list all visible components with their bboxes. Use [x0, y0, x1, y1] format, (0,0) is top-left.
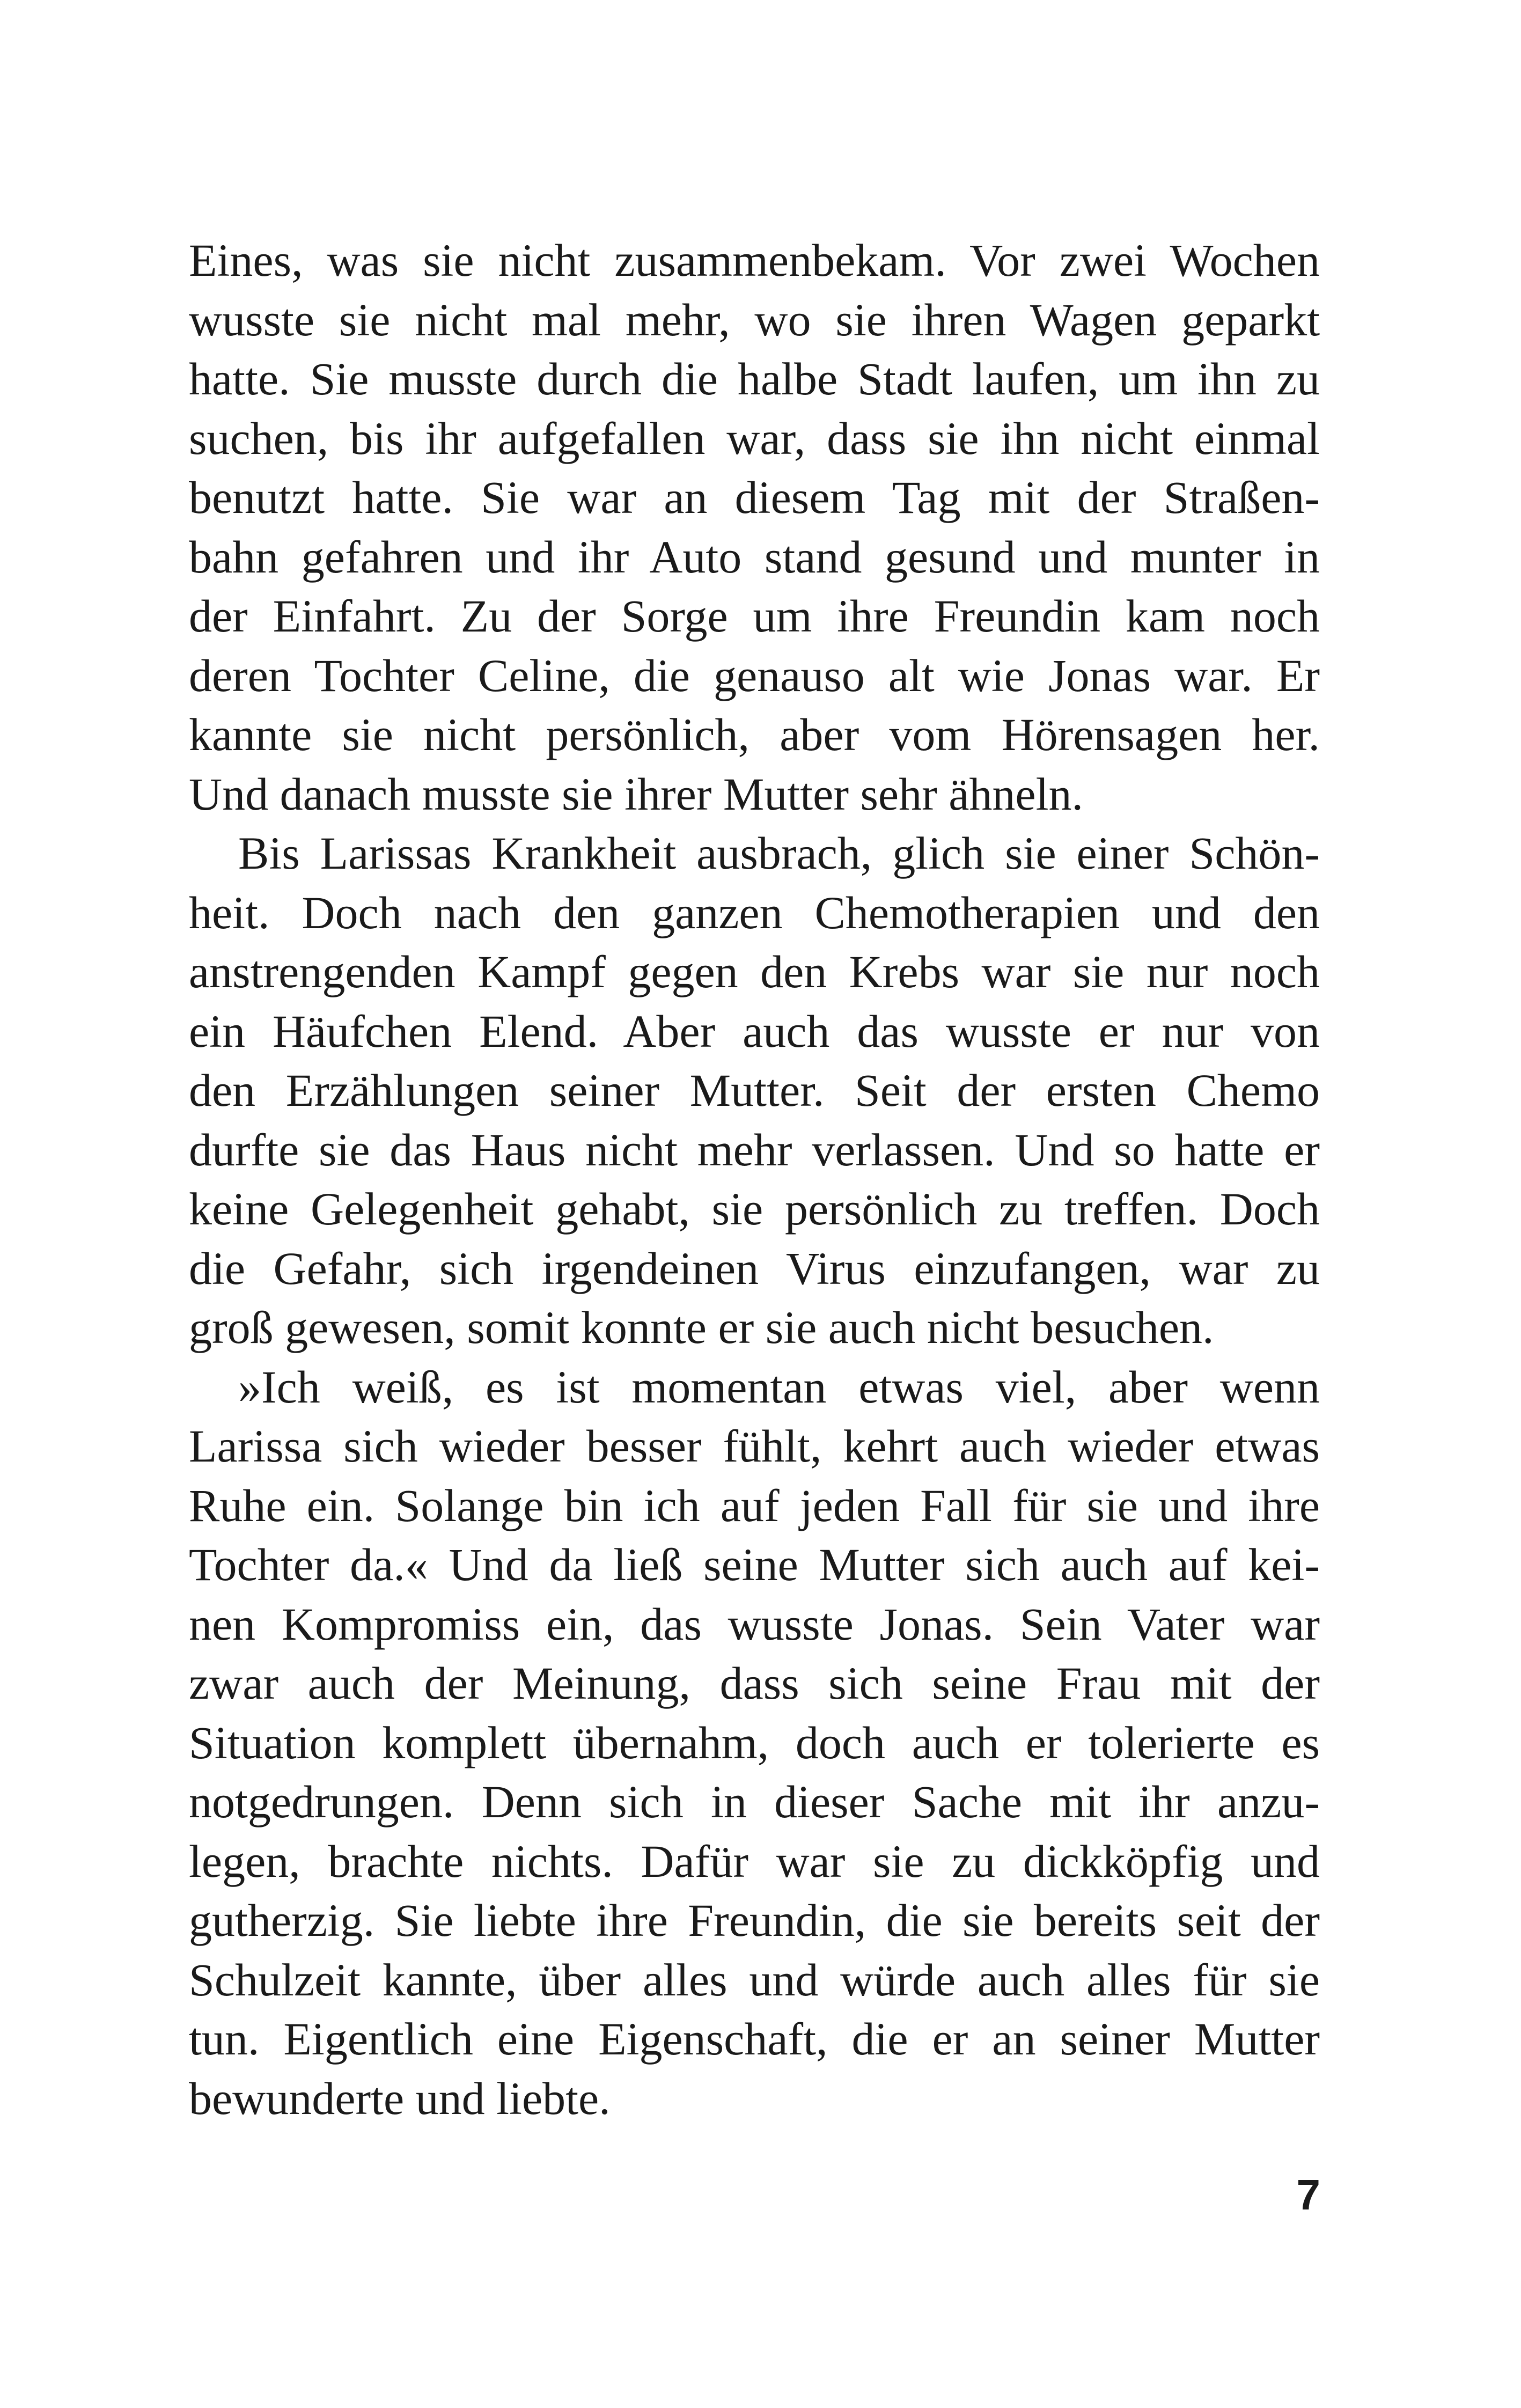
text-line: tun. Eigentlich eine Eigenschaft, die er an seiner Mutter: [189, 2013, 1320, 2065]
paragraph: [189, 1357, 1320, 2128]
text-line: wusste sie nicht mal mehr, wo sie ihren Wagen geparkt: [189, 293, 1320, 346]
text-line: ein Häufchen Elend. Aber auch das wusste er nur von: [189, 1005, 1320, 1057]
text-line: nen Kompromiss ein, das wusste Jonas. Sein Vater war: [189, 1598, 1320, 1650]
paragraph: [189, 231, 1320, 824]
text-line: keine Gelegenheit gehabt, sie persönlich zu treffen. Doch: [189, 1183, 1320, 1235]
text-line: notgedrungen. Denn sich in dieser Sache mit ihr anzu-: [189, 1776, 1320, 1827]
text-line: suchen, bis ihr aufgefallen war, dass sie ihn nicht einmal: [189, 412, 1320, 464]
text-line: kannte sie nicht persönlich, aber vom Hörensagen her.: [189, 709, 1320, 760]
text-line: zwar auch der Meinung, dass sich seine Frau mit der: [189, 1657, 1320, 1709]
text-line: den Erzählungen seiner Mutter. Seit der ersten Chemo: [189, 1064, 1320, 1116]
text-line: bahn gefahren und ihr Auto stand gesund und munter in: [189, 531, 1320, 583]
paragraph: [189, 824, 1320, 1357]
text-line: der Einfahrt. Zu der Sorge um ihre Freundin kam noch: [189, 590, 1320, 642]
text-line: Eines, was sie nicht zusammenbekam. Vor zwei Wochen: [189, 234, 1320, 286]
text-line: Bis Larissas Krankheit ausbrach, glich sie einer Schön-: [238, 827, 1320, 879]
text-line: die Gefahr, sich irgendeinen Virus einzufangen, war zu: [189, 1242, 1320, 1294]
text-line: »Ich weiß, es ist momentan etwas viel, aber wenn: [238, 1361, 1320, 1413]
text-line: Und danach musste sie ihrer Mutter sehr ähneln.: [189, 768, 1083, 820]
text-line: benutzt hatte. Sie war an diesem Tag mit der Straßen-: [189, 472, 1320, 523]
text-line: anstrengenden Kampf gegen den Krebs war sie nur noch: [189, 946, 1320, 997]
text-line: gutherzig. Sie liebte ihre Freundin, die sie bereits seit der: [189, 1895, 1320, 1946]
text-line: groß gewesen, somit konnte er sie auch nicht besuchen.: [189, 1302, 1214, 1353]
text-line: bewunderte und liebte.: [189, 2072, 611, 2124]
text-line: Ruhe ein. Solange bin ich auf jeden Fall für sie und ihre: [189, 1479, 1320, 1531]
text-line: legen, brachte nichts. Dafür war sie zu dickköpfig und: [189, 1835, 1320, 1887]
text-line: durfte sie das Haus nicht mehr verlassen. Und so hatte er: [189, 1124, 1320, 1176]
text-line: hatte. Sie musste durch die halbe Stadt laufen, um ihn zu: [189, 353, 1320, 405]
text-line: heit. Doch nach den ganzen Chemotherapien und den: [189, 886, 1320, 938]
text-line: Situation komplett übernahm, doch auch er tolerierte es: [189, 1716, 1320, 1768]
text-line: Tochter da.« Und da ließ seine Mutter sich auch auf kei-: [189, 1539, 1320, 1590]
text-line: Larissa sich wieder besser fühlt, kehrt auch wieder etwas: [189, 1420, 1320, 1472]
text-line: deren Tochter Celine, die genauso alt wie Jonas war. Er: [189, 649, 1320, 701]
body-text: [189, 231, 1320, 2128]
page-number: 7: [1296, 2171, 1320, 2219]
text-line: Schulzeit kannte, über alles und würde auch alles für sie: [189, 1954, 1320, 2006]
